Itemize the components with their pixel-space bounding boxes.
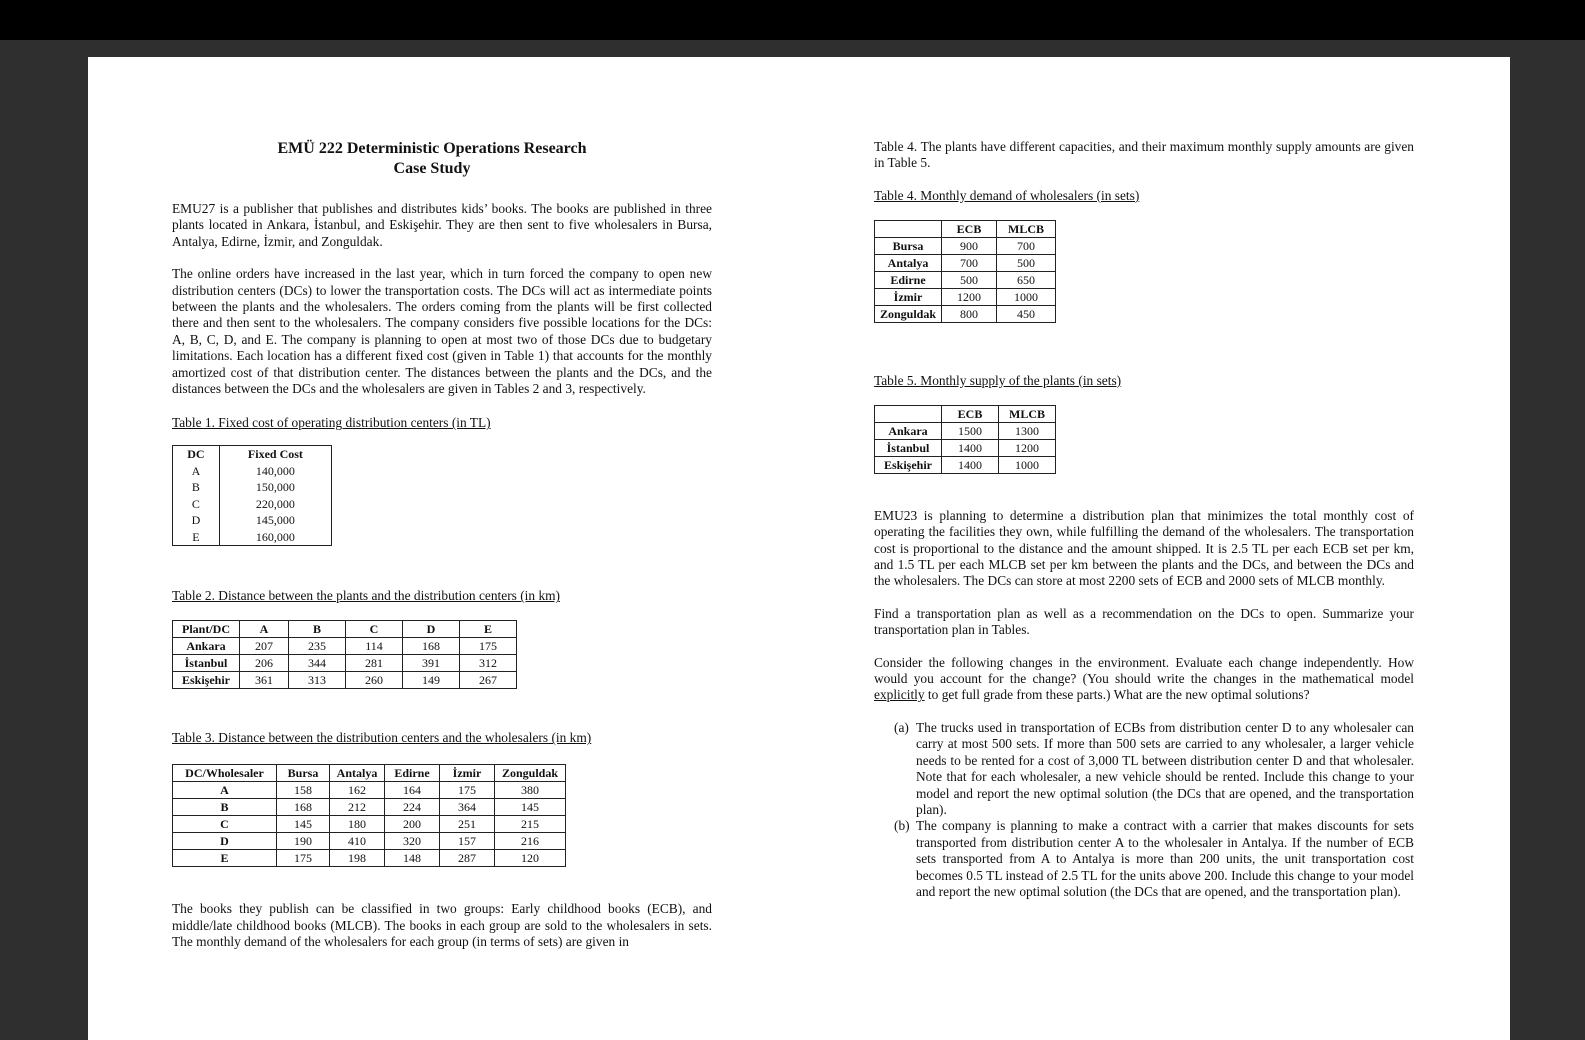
table-row [875, 456, 1056, 473]
table-cell: Bursa [875, 237, 942, 254]
table-row [875, 422, 1056, 439]
table-cell: 168 [277, 799, 330, 816]
table-cell: 224 [385, 799, 440, 816]
table-cell: 320 [385, 833, 440, 850]
table-wholesaler-demand [874, 220, 1056, 323]
changes-text-2: to get full grade from these parts.) What are the new optimal solutions? [924, 687, 1310, 703]
table-cell: 650 [997, 271, 1056, 288]
table3-caption: Table 3. Distance between the distribution centers and the wholesalers (in km) [172, 730, 592, 746]
table-cell: 1400 [942, 456, 999, 473]
table-cell: 344 [289, 655, 346, 672]
table-cell: 260 [346, 672, 403, 689]
paragraph-objective: EMU23 is planning to determine a distribution plan that minimizes the total monthly cost of operating the facilities they own, while fulfilling the demand of the wholesalers. The transportation cost is proportional to the distance and the amount shipped. It is 2.5 TL per each ECB set per km, and 1.5 TL per each MLCB set per km between the plants and the DCs, and between the DCs and the wholesalers. The DCs can store at most 2200 sets of ECB and 2000 sets of MLCB monthly. [874, 507, 1414, 589]
table4-header-cell [875, 220, 942, 237]
table2-header-cell: A [240, 621, 289, 638]
table-cell: 215 [495, 816, 566, 833]
table-row [173, 782, 566, 799]
table-cell: 145 [277, 816, 330, 833]
paragraph-intro: EMU27 is a publisher that publishes and distributes kids’ books. The books are published in three plants located in Ankara, İstanbul, and Eskişehir. They are then sent to five wholesalers in Bursa, Antalya, Edirne, İzmir, and Zonguldak. [172, 201, 712, 249]
table-cell: 160,000 [219, 529, 331, 546]
table-cell: 162 [330, 782, 385, 799]
table-row [875, 439, 1056, 456]
table-cell: Edirne [875, 271, 942, 288]
table-row [173, 529, 332, 546]
table-cell: 251 [440, 816, 495, 833]
table-cell: 157 [440, 833, 495, 850]
table2-caption: Table 2. Distance between the plants and the distribution centers (in km) [172, 588, 561, 604]
table-cell: 1200 [942, 288, 997, 305]
table-cell: 175 [440, 782, 495, 799]
table-cell: 180 [330, 816, 385, 833]
table-cell: C [173, 496, 220, 513]
table-cell: B [173, 479, 220, 496]
table5-header-cell: ECB [942, 405, 999, 422]
table3-header-cell: DC/Wholesaler [173, 765, 277, 782]
table1-caption: Table 1. Fixed cost of operating distribution centers (in TL) [172, 415, 491, 431]
table-plant-supply [874, 405, 1056, 474]
table-cell: 212 [330, 799, 385, 816]
table-cell: 150,000 [219, 479, 331, 496]
table-cell: E [173, 850, 277, 867]
table2-header-cell: B [289, 621, 346, 638]
paragraph-task: Find a transportation plan as well as a recommendation on the DCs to open. Summarize your transportation plan in Tables. [874, 605, 1414, 638]
table-row [173, 479, 332, 496]
table-row [875, 254, 1056, 271]
table-cell: İzmir [875, 288, 942, 305]
document-page [88, 57, 1510, 1040]
table-cell: C [173, 816, 277, 833]
table5-header-cell [875, 405, 942, 422]
table-cell: 1000 [997, 288, 1056, 305]
table-cell: 500 [942, 271, 997, 288]
changes-text-1: Consider the following changes in the environment. Evaluate each change independently. How would you account for the change? (You should write the changes in the mathematical model [874, 654, 1414, 687]
table5-caption: Table 5. Monthly supply of the plants (in sets) [874, 372, 1122, 388]
viewer-top-bar [0, 0, 1585, 40]
doc-title-line2: Case Study [393, 160, 471, 177]
paragraph-book-groups: The books they publish can be classified in two groups: Early childhood books (ECB), and middle/late childhood books (MLCB). The books in each group are sold to the wholesalers in sets. The monthly demand of the wholesalers for each group (in terms of sets) are given in [172, 901, 712, 950]
table5-header-cell: MLCB [999, 405, 1056, 422]
table-fixed-cost [172, 445, 332, 546]
table-row [173, 463, 332, 480]
table-cell: 450 [997, 305, 1056, 322]
table-cell: 200 [385, 816, 440, 833]
change-list [874, 720, 1414, 900]
table-row [173, 638, 517, 655]
table-cell: D [173, 512, 220, 529]
table-cell: 207 [240, 638, 289, 655]
table-cell: 500 [997, 254, 1056, 271]
change-item-b [874, 818, 1414, 900]
table-cell: E [173, 529, 220, 546]
table-cell: Zonguldak [875, 305, 942, 322]
table-cell: 216 [495, 833, 566, 850]
table2-header-cell: Plant/DC [173, 621, 240, 638]
table-row [173, 799, 566, 816]
table-cell: 312 [460, 655, 517, 672]
table-cell: 235 [289, 638, 346, 655]
table2-header-cell: C [346, 621, 403, 638]
table-row [875, 237, 1056, 254]
table-cell: 364 [440, 799, 495, 816]
table4-caption: Table 4. Monthly demand of wholesalers (in sets) [874, 187, 1140, 203]
table-cell: 140,000 [219, 463, 331, 480]
paragraph-table4-ref: Table 4. The plants have different capacities, and their maximum monthly supply amounts are given in Table 5. [874, 139, 1414, 171]
table-cell: 220,000 [219, 496, 331, 513]
table-cell: 267 [460, 672, 517, 689]
table-cell: 158 [277, 782, 330, 799]
right-column [874, 139, 1414, 900]
table-cell: 168 [403, 638, 460, 655]
table-cell: Ankara [875, 422, 942, 439]
table-cell: 114 [346, 638, 403, 655]
table-row [173, 672, 517, 689]
table-cell: İstanbul [875, 439, 942, 456]
table-row [173, 816, 566, 833]
table-cell: 120 [495, 850, 566, 867]
left-column [172, 139, 712, 951]
table-cell: 175 [460, 638, 517, 655]
table-cell: Ankara [173, 638, 240, 655]
change-item-a [874, 720, 1414, 818]
table-cell: 700 [997, 237, 1056, 254]
table-cell: 1200 [999, 439, 1056, 456]
table-plant-dc-distance [172, 620, 517, 689]
change-item-b-text: The company is planning to make a contract with a carrier that makes discounts for sets transported from distribution center A to the wholesaler in Antalya. If the number of ECB sets transported from A to Antalya is more than 200 units, the unit transportation cost becomes 0.5 TL instead of 2.5 TL for the units above 200. Include this change to your model and report the new optimal solution (the DCs that are opened, and the transportation plan). [916, 818, 1414, 899]
table-cell: 190 [277, 833, 330, 850]
table3-header-cell: Zonguldak [495, 765, 566, 782]
table-row [875, 271, 1056, 288]
table-cell: 148 [385, 850, 440, 867]
table-cell: 149 [403, 672, 460, 689]
table-cell: 281 [346, 655, 403, 672]
change-item-b-label: (b) [894, 818, 910, 834]
table-cell: 391 [403, 655, 460, 672]
table-cell: 700 [942, 254, 997, 271]
change-item-a-label: (a) [894, 719, 909, 735]
table-cell: 206 [240, 655, 289, 672]
table-cell: 1000 [999, 456, 1056, 473]
table-cell: 313 [289, 672, 346, 689]
table-cell: Eskişehir [173, 672, 240, 689]
table-cell: 1300 [999, 422, 1056, 439]
table-cell: A [173, 782, 277, 799]
table-cell: 198 [330, 850, 385, 867]
table-cell: 410 [330, 833, 385, 850]
table-cell: İstanbul [173, 655, 240, 672]
table-cell: Antalya [875, 254, 942, 271]
paragraph-dcs: The online orders have increased in the last year, which in turn forced the company to open new distribution centers (DCs) to lower the transportation costs. The DCs will act as intermediate points between the plants and the wholesalers. The orders coming from the plants will be first collected there and then sent to the wholesalers. The company considers five possible locations for the DCs: A, B, C, D, and E. The company is planning to open at most two of those DCs due to budgetary limitations. Each location has a different fixed cost (given in Table 1) that accounts for the monthly amortized cost of that distribution center. The distances between the plants and the DCs, and the distances between the DCs and the wholesalers are given in Tables 2 and 3, respectively. [172, 266, 712, 397]
table4-header-cell: MLCB [997, 220, 1056, 237]
table-cell: 1500 [942, 422, 999, 439]
table-cell: 800 [942, 305, 997, 322]
table-dc-wholesaler-distance [172, 764, 566, 867]
table-row [173, 850, 566, 867]
table-cell: 1400 [942, 439, 999, 456]
table-cell: 900 [942, 237, 997, 254]
table-row [875, 305, 1056, 322]
table2-header-cell: E [460, 621, 517, 638]
table3-header-cell: İzmir [440, 765, 495, 782]
table1-header-cell: DC [173, 446, 220, 463]
table4-header-cell: ECB [942, 220, 997, 237]
table-row [173, 512, 332, 529]
table-cell: 175 [277, 850, 330, 867]
change-item-a-text: The trucks used in transportation of ECBs from distribution center D to any wholesaler can carry at most 500 sets. If more than 500 sets are carried to any wholesaler, a larger vehicle needs to be rented for a cost of 3,000 TL between distribution center D and that wholesaler. Note that for each wholesaler, a new vehicle should be rented. Include this change to your model and report the new optimal solution (the DCs that are opened, and the transportation plan). [916, 719, 1414, 817]
table-cell: 380 [495, 782, 566, 799]
table-cell: A [173, 463, 220, 480]
table3-header-cell: Edirne [385, 765, 440, 782]
table-cell: Eskişehir [875, 456, 942, 473]
table1-header-cell: Fixed Cost [219, 446, 331, 463]
doc-title-line1: EMÜ 222 Deterministic Operations Research [277, 140, 587, 157]
table-cell: B [173, 799, 277, 816]
table-row [173, 655, 517, 672]
table-cell: D [173, 833, 277, 850]
table-row [875, 288, 1056, 305]
table-cell: 361 [240, 672, 289, 689]
paragraph-changes [874, 655, 1414, 704]
table2-header-cell: D [403, 621, 460, 638]
table-cell: 164 [385, 782, 440, 799]
changes-text-explicitly: explicitly [874, 687, 925, 703]
table-cell: 145 [495, 799, 566, 816]
table-row [173, 833, 566, 850]
table3-header-cell: Bursa [277, 765, 330, 782]
table-cell: 287 [440, 850, 495, 867]
table-row [173, 496, 332, 513]
table-cell: 145,000 [219, 512, 331, 529]
table3-header-cell: Antalya [330, 765, 385, 782]
